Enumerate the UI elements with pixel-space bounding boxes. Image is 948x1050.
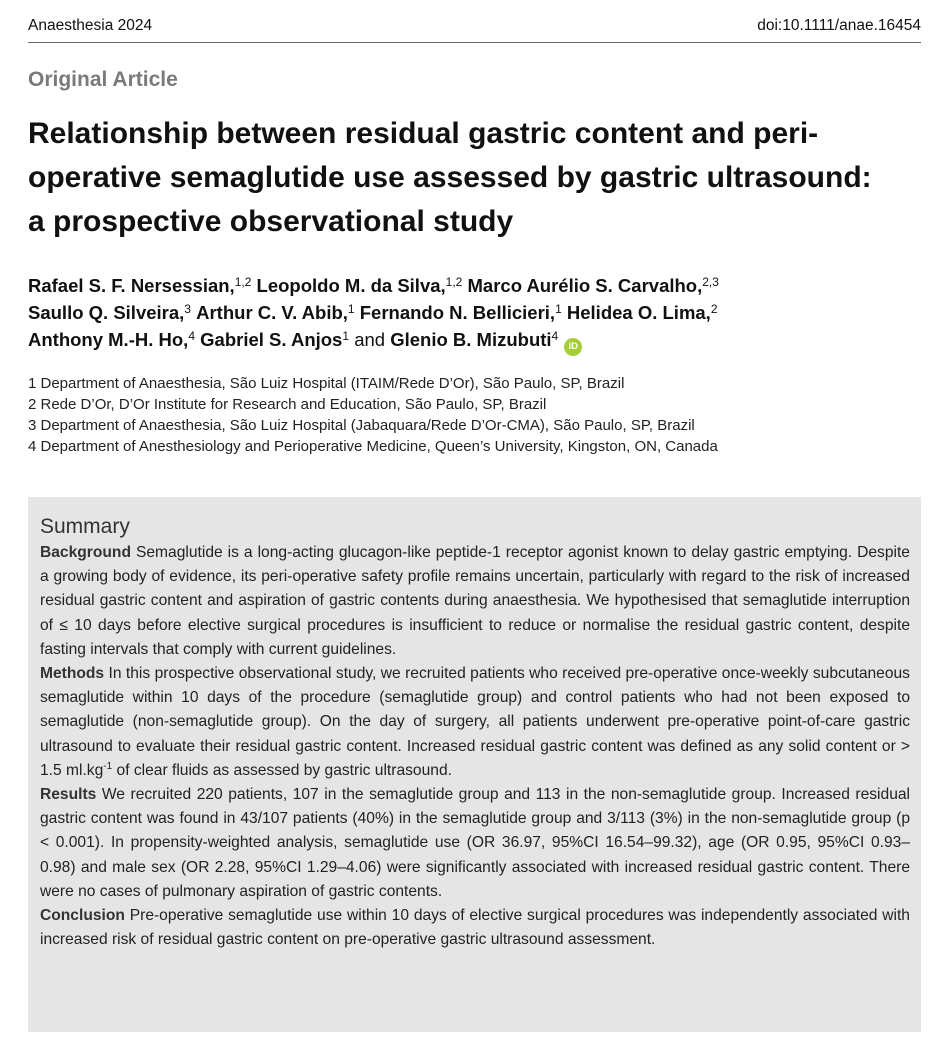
affiliation-item: 4 Department of Anesthesiology and Perioperative Medicine, Queen’s University, Kingston, ON, Canada (28, 438, 718, 455)
author-name[interactable]: Fernando N. Bellicieri, (359, 302, 556, 323)
affiliation-list (28, 373, 718, 457)
summary-background (40, 541, 910, 662)
summary-box (28, 497, 921, 1032)
methods-label: Methods (40, 665, 105, 683)
summary-methods (40, 662, 910, 783)
background-text: Semaglutide is a long-acting glucagon-like peptide-1 receptor agonist known to delay gastric emptying. Despite a growing body of evidence, its peri-operative safety profile remains uncertain, particularly with regard to the risk of increased residual gastric content and aspiration of gastric contents during anaesthesia. We hypothesised that semaglutide interruption of ≤ 10 days before elective surgical procedures is insufficient to reduce or normalise the residual gastric content, despite fasting intervals that comply with current guidelines. (40, 544, 910, 658)
author-name[interactable]: Rafael S. F. Nersessian, (28, 275, 235, 296)
summary-results (40, 783, 910, 904)
author-affiliation-ref: 2 (710, 302, 718, 316)
summary-heading: Summary (40, 515, 130, 538)
doi-link[interactable]: doi:10.1111/anae.16454 (757, 17, 921, 34)
summary-conclusion (40, 904, 910, 952)
summary-content (40, 513, 910, 952)
journal-name: Anaesthesia 2024 (28, 17, 153, 34)
author-affiliation-ref: 1,2 (445, 275, 463, 289)
author-affiliation-ref: 1 (555, 302, 562, 316)
author-name[interactable]: Arthur C. V. Abib, (196, 302, 348, 323)
author-name[interactable]: Anthony M.-H. Ho, (28, 329, 189, 350)
results-text: We recruited 220 patients, 107 in the semaglutide group and 113 in the non-semaglutide group. Increased residual gastric content was found in 43/107 patients (40%) in the semaglutide group and 3/113 (3%) in the non-semaglutide group (p < 0.001). In propensity-weighted analysis, semaglutide use (OR 36.97, 95%CI 16.54–99.32), age (OR 0.95, 95%CI 0.93–0.98) and male sex (OR 2.28, 95%CI 1.29–4.06) were significantly associated with increased residual gastric content. There were no cases of pulmonary aspiration of gastric contents. (40, 786, 910, 900)
author-name[interactable]: Gabriel S. Anjos (200, 329, 343, 350)
orcid-icon[interactable]: iD (564, 338, 582, 356)
author-name[interactable]: Saullo Q. Silveira, (28, 302, 185, 323)
author-affiliation-ref: 1 (342, 329, 350, 343)
affiliation-item: 1 Department of Anaesthesia, São Luiz Hospital (ITAIM/Rede D’Or), São Paulo, SP, Brazil (28, 375, 625, 392)
affiliation-item: 3 Department of Anaesthesia, São Luiz Hospital (Jabaquara/Rede D’Or-CMA), São Paulo, SP, Brazil (28, 417, 695, 434)
author-name[interactable]: Glenio B. Mizubuti (390, 329, 552, 350)
conclusion-text: Pre-operative semaglutide use within 10 days of elective surgical procedures was independently associated with increased risk of residual gastric content on pre-operative gastric ultrasound assessment. (40, 907, 910, 949)
methods-text: In this prospective observational study, we recruited patients who received pre-operative once-weekly subcutaneous semaglutide within 10 days of the procedure (semaglutide group) and control patients who had not been exposed to semaglutide (non-semaglutide group). On the day of surgery, all patients underwent pre-operative point-of-care gastric ultrasound to evaluate their residual gastric content. Increased residual gastric content was defined as any solid content or > 1.5 ml.kg (40, 665, 910, 779)
author-list (28, 272, 908, 356)
methods-text-end: of clear fluids as assessed by gastric ultrasound. (112, 761, 452, 779)
article-type-label: Original Article (28, 68, 178, 91)
conclusion-label: Conclusion (40, 907, 125, 925)
author-affiliation-ref: 1 (347, 302, 355, 316)
affiliation-item: 2 Rede D’Or, D’Or Institute for Research and Education, São Paulo, SP, Brazil (28, 396, 547, 413)
author-affiliation-ref: 4 (188, 329, 195, 343)
background-label: Background (40, 544, 131, 561)
author-name[interactable]: Marco Aurélio S. Carvalho, (467, 275, 703, 296)
methods-superscript: -1 (103, 760, 113, 772)
results-label: Results (40, 786, 97, 804)
author-conjunction: and (354, 329, 386, 350)
running-header (28, 14, 921, 43)
author-affiliation-ref: 1,2 (234, 275, 252, 289)
author-name[interactable]: Helidea O. Lima, (566, 302, 711, 323)
author-affiliation-ref: 2,3 (702, 275, 719, 289)
author-affiliation-ref: 4 (551, 329, 559, 343)
author-name[interactable]: Leopoldo M. da Silva, (256, 275, 446, 296)
author-affiliation-ref: 3 (184, 302, 191, 316)
article-title: Relationship between residual gastric content and peri-operative semaglutide use assessed by gastric ultrasound: a prospective observational study (28, 117, 872, 238)
